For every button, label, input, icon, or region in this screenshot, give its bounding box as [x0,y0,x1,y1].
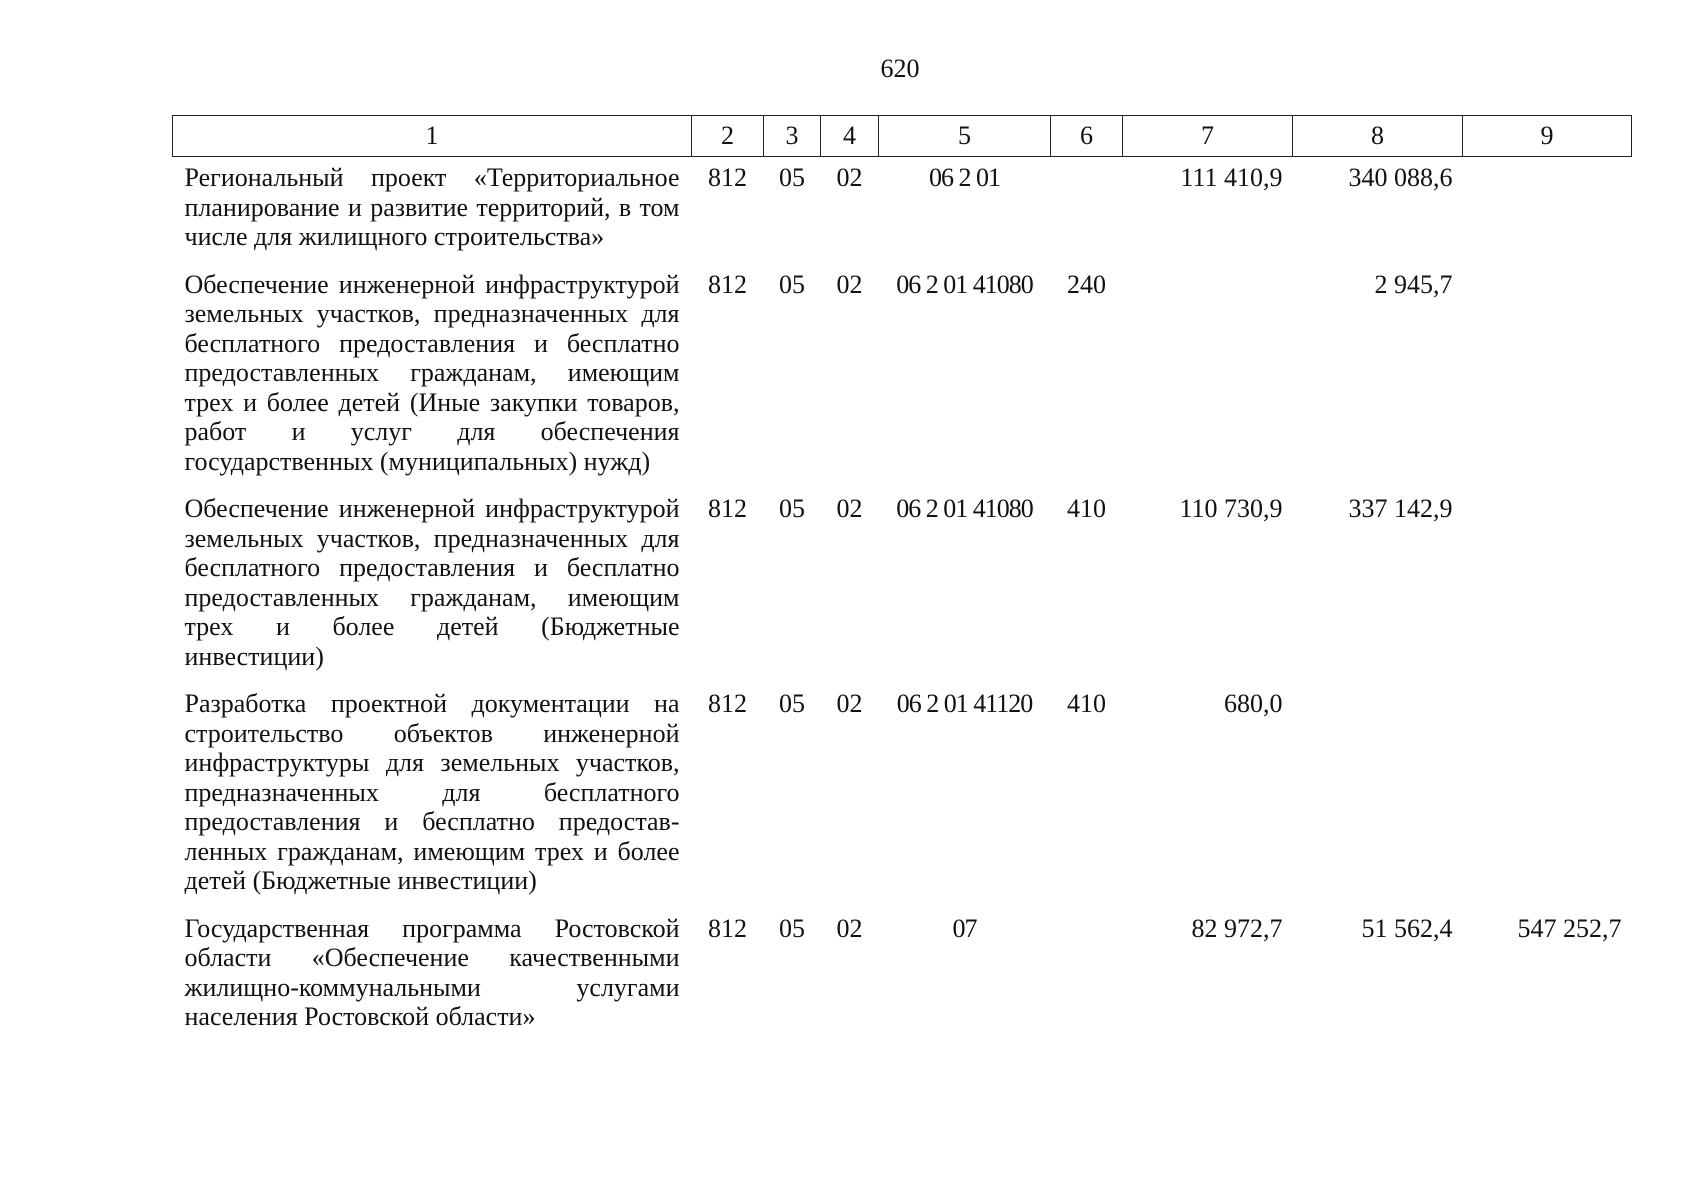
column-header-7: 7 [1123,116,1293,157]
row-amount-1: 82 972,7 [1191,913,1283,943]
table-row [173,157,1632,264]
row-section-code: 05 [779,163,805,192]
row-target-code: 06 2 01 41080 [896,269,1033,299]
table-row [173,264,1632,489]
row-amount-3 [1463,157,1632,264]
row-section-code: 05 [779,913,805,943]
row-expense-type: 240 [1067,269,1106,299]
row-ministry-code: 812 [708,494,747,523]
row-amount-2: 2 945,7 [1374,269,1453,299]
row-amount-3 [1463,683,1632,908]
row-subsection-code: 02 [836,689,863,718]
row-ministry-code: 812 [708,913,747,943]
row-amount-2: 337 142,9 [1348,494,1453,523]
row-subsection-code: 02 [836,269,863,299]
row-name: Обеспечение инженерной инфраструктурой земельных участков, предназначенных для бесплатного предоставления и бесплатно предоставленных гражданам, имеющим трех и более детей (Иные закупки товаров, работ и услуг для обеспечения государственных (муниципальных) нужд) [184,269,680,476]
table-row [173,488,1632,683]
row-amount-1: 111 410,9 [1180,163,1283,192]
row-name: Государственная программа Ростовской области «Обеспечение качественными жилищно-коммунальными услугами населения Ростовской области» [184,913,680,1031]
row-section-code: 05 [779,689,805,718]
row-target-code: 07 [952,913,977,943]
row-amount-1: 110 730,9 [1179,494,1283,523]
table-body [173,157,1632,1044]
column-header-6: 6 [1051,116,1123,157]
row-ministry-code: 812 [708,269,747,299]
row-section-code: 05 [779,269,805,299]
page-number: 620 [880,54,920,83]
row-ministry-code: 812 [708,689,747,718]
row-amount-1 [1123,264,1293,489]
row-amount-3: 547 252,7 [1517,913,1622,943]
row-expense-type [1051,908,1123,1044]
table-row [173,908,1632,1044]
row-expense-type [1051,157,1123,264]
row-expense-type: 410 [1067,689,1106,718]
row-amount-3 [1463,488,1632,683]
row-subsection-code: 02 [836,163,863,192]
budget-table [172,115,1632,1044]
row-amount-2: 340 088,6 [1348,163,1453,192]
row-amount-2 [1293,683,1463,908]
column-header-1: 1 [173,116,692,157]
column-header-3: 3 [764,116,821,157]
row-target-code: 06 2 01 41120 [896,689,1033,718]
row-amount-3 [1463,264,1632,489]
column-header-2: 2 [692,116,764,157]
row-name: Обеспечение инженерной инфраструктурой земельных участков, предназначенных для бесплатного предоставления и бесплатно предоставленных гражданам, имеющим трех и более детей (Бюджетные инвестиции) [184,494,680,671]
row-subsection-code: 02 [836,494,863,523]
row-subsection-code: 02 [836,913,863,943]
column-header-4: 4 [821,116,879,157]
table-header [173,116,1632,157]
row-name: Разработка проектной документации на строительство объектов инженерной инфраструктуры для земельных участков, предназначенных для бесплатного предоставления и бесплатно предоставленных гражданам, имеющим трех и более детей (Бюджетные инвестиции) [184,689,680,895]
row-amount-2: 51 562,4 [1361,913,1453,943]
row-target-code: 06 2 01 [929,163,1000,192]
column-header-9: 9 [1463,116,1632,157]
column-header-8: 8 [1293,116,1463,157]
column-header-5: 5 [879,116,1051,157]
row-name: Региональный проект «Территориальное планирование и развитие территорий, в том числе для жилищного строительства» [184,163,680,251]
row-expense-type: 410 [1067,494,1106,523]
table-row [173,683,1632,908]
row-amount-1: 680,0 [1224,689,1283,718]
row-ministry-code: 812 [708,163,747,192]
row-section-code: 05 [779,494,805,523]
row-target-code: 06 2 01 41080 [896,494,1033,523]
header-row [173,116,1632,157]
